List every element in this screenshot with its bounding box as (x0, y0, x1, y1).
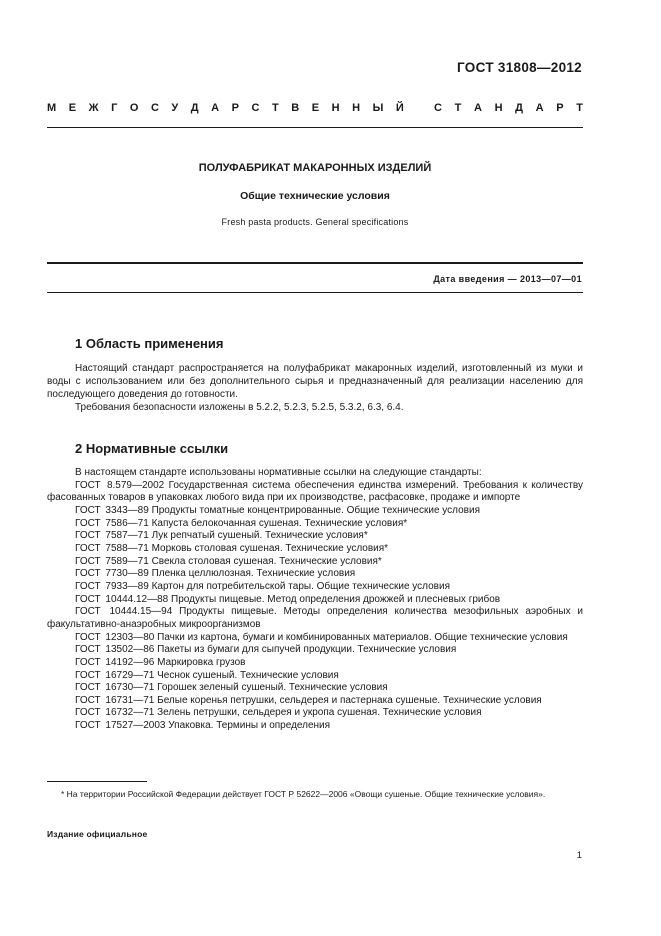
reference-title: Белые коренья петрушки, сельдерея и пастернака сушеные. Технические условия (157, 694, 542, 706)
reference-code: ГОСТ 8.579—2002 (75, 479, 165, 491)
introduction-date: Дата введения — 2013—07—01 (433, 274, 582, 284)
document-subtitle: Общие технические условия (240, 190, 390, 202)
reference-code: ГОСТ 7587—71 (75, 530, 149, 542)
banner-letter: Е (68, 102, 77, 114)
reference-item (47, 644, 583, 657)
section-1-body (47, 363, 583, 415)
reference-title: Лук репчатый сушеный. Технические условия* (151, 530, 368, 542)
banner-letter: Н (331, 102, 340, 114)
banner-letter: Н (352, 102, 361, 114)
reference-title: Упаковка. Термины и определения (168, 720, 331, 732)
reference-title: Чеснок сушеный. Технические условия (157, 669, 339, 681)
banner-letter: А (473, 102, 482, 114)
banner-letter: С (251, 102, 260, 114)
reference-title: Зелень петрушки, сельдерея и укропа сушеная. Технические условия (157, 707, 482, 719)
english-title: Fresh pasta products. General specifications (221, 217, 409, 227)
banner-letter: Р (231, 102, 239, 114)
banner-letter: Ж (88, 102, 99, 114)
footnote: * На территории Российской Федерации действует ГОСТ Р 52622—2006 «Овощи сушеные. Общие технические условия». (61, 789, 546, 799)
reference-item (47, 657, 583, 670)
section-2-heading: 2 Нормативные ссылки (75, 441, 229, 456)
footnote-divider (47, 781, 147, 782)
banner-letter: А (211, 102, 220, 114)
banner-letter: С (150, 102, 159, 114)
section-1-paragraph: Требования безопасности изложены в 5.2.2, 5.2.3, 5.2.5, 5.3.2, 6.3, 6.4. (75, 401, 404, 413)
reference-code: ГОСТ 10444.15—94 (75, 606, 173, 618)
reference-title: Продукты пищевые. Методы определения количества мезофильных аэробных и факультативно-анаэробных микроорганизмов (47, 606, 584, 630)
reference-code: ГОСТ 17527—2003 (75, 720, 166, 732)
reference-item (47, 695, 583, 708)
reference-item (47, 530, 583, 543)
section-1-paragraph: Настоящий стандарт распространяется на полуфабрикат макаронных изделий, изготовленный из муки и воды с использованием или без дополнительного сырья и предназначенный для реализации населению для последующего доведения до готовности. (47, 363, 583, 400)
banner-letter: Г (111, 102, 118, 114)
date-divider (47, 292, 583, 293)
reference-item (47, 632, 583, 645)
reference-item (47, 707, 583, 720)
reference-item (47, 518, 583, 531)
reference-code: ГОСТ 12303—80 (75, 631, 155, 643)
reference-item (47, 720, 583, 733)
reference-title: Продукты томатные концентрированные. Общие технические условия (151, 504, 480, 516)
banner-word-standard (434, 102, 583, 114)
banner-letter: С (434, 102, 442, 114)
reference-code: ГОСТ 7933—89 (75, 580, 149, 592)
official-edition-label: Издание официальное (47, 829, 148, 839)
reference-code: ГОСТ 3343—89 (75, 504, 149, 516)
reference-title: Пачки из картона, бумаги и комбинированных материалов. Общие технические условия (157, 631, 568, 643)
banner-letter: М (47, 102, 57, 114)
reference-code: ГОСТ 16731—71 (75, 694, 155, 706)
banner-letter: Т (272, 102, 279, 114)
reference-title: Картон для потребительской тары. Общие технические условия (151, 580, 450, 592)
header-divider (47, 127, 583, 128)
reference-item (47, 505, 583, 518)
reference-item (47, 606, 583, 631)
reference-item (47, 556, 583, 569)
banner-letter: Т (454, 102, 462, 114)
reference-code: ГОСТ 7586—71 (75, 517, 149, 529)
reference-item (47, 594, 583, 607)
banner-word-interstate (47, 102, 404, 114)
reference-item (47, 682, 583, 695)
reference-item (47, 480, 583, 505)
reference-code: ГОСТ 16730—71 (75, 682, 155, 694)
reference-title: Горошек зеленый сушеный. Технические условия (157, 682, 388, 694)
reference-code: ГОСТ 16732—71 (75, 707, 155, 719)
reference-code: ГОСТ 13502—86 (75, 644, 155, 656)
reference-title: Государственная система обеспечения единства измерений. Требования к количеству фасованных товаров в упаковках любого вида при их производстве, расфасовке, продаже и импорте (47, 479, 584, 504)
reference-title: Свекла столовая сушеная. Технические условия* (151, 555, 382, 567)
reference-code: ГОСТ 10444.12—88 (75, 593, 169, 605)
banner-letter: А (535, 102, 544, 114)
banner-letter: Ы (372, 102, 384, 114)
banner-letter: В (291, 102, 300, 114)
reference-item (47, 670, 583, 683)
reference-title: Продукты пищевые. Метод определения дрожжей и плесневых грибов (171, 593, 501, 605)
banner-letter: Р (556, 102, 564, 114)
reference-item (47, 568, 583, 581)
reference-item (47, 543, 583, 556)
reference-title: Морковь столовая сушеная. Технические условия* (151, 542, 389, 554)
banner-letter: Д (515, 102, 523, 114)
reference-code: ГОСТ 14192—96 (75, 656, 155, 668)
banner-letter: Т (576, 102, 583, 114)
reference-title: Маркировка грузов (157, 656, 246, 668)
banner-letter: Й (395, 102, 404, 114)
normative-references (47, 467, 583, 733)
section-1-heading: 1 Область применения (75, 336, 224, 351)
standard-number: ГОСТ 31808—2012 (457, 60, 582, 75)
reference-code: ГОСТ 16729—71 (75, 669, 155, 681)
banner-letter: О (129, 102, 139, 114)
banner-letter: Е (311, 102, 320, 114)
banner-letter: Н (494, 102, 503, 114)
reference-title: Пакеты из бумаги для сыпучей продукции. Технические условия (157, 644, 457, 656)
reference-code: ГОСТ 7588—71 (75, 542, 149, 554)
reference-item (47, 581, 583, 594)
banner-letter: Д (190, 102, 199, 114)
title-divider (47, 262, 583, 264)
reference-title: Капуста белокочанная сушеная. Технические условия* (151, 517, 408, 529)
reference-title: Пленка целлюлозная. Технические условия (151, 568, 356, 580)
banner-letter: У (171, 102, 179, 114)
references-intro: В настоящем стандарте использованы нормативные ссылки на следующие стандарты: (75, 467, 482, 478)
page-number: 1 (576, 850, 582, 861)
interstate-standard-banner (47, 102, 583, 114)
document-title: ПОЛУФАБРИКАТ МАКАРОННЫХ ИЗДЕЛИЙ (198, 162, 432, 174)
reference-code: ГОСТ 7589—71 (75, 555, 149, 567)
reference-code: ГОСТ 7730—89 (75, 568, 149, 580)
